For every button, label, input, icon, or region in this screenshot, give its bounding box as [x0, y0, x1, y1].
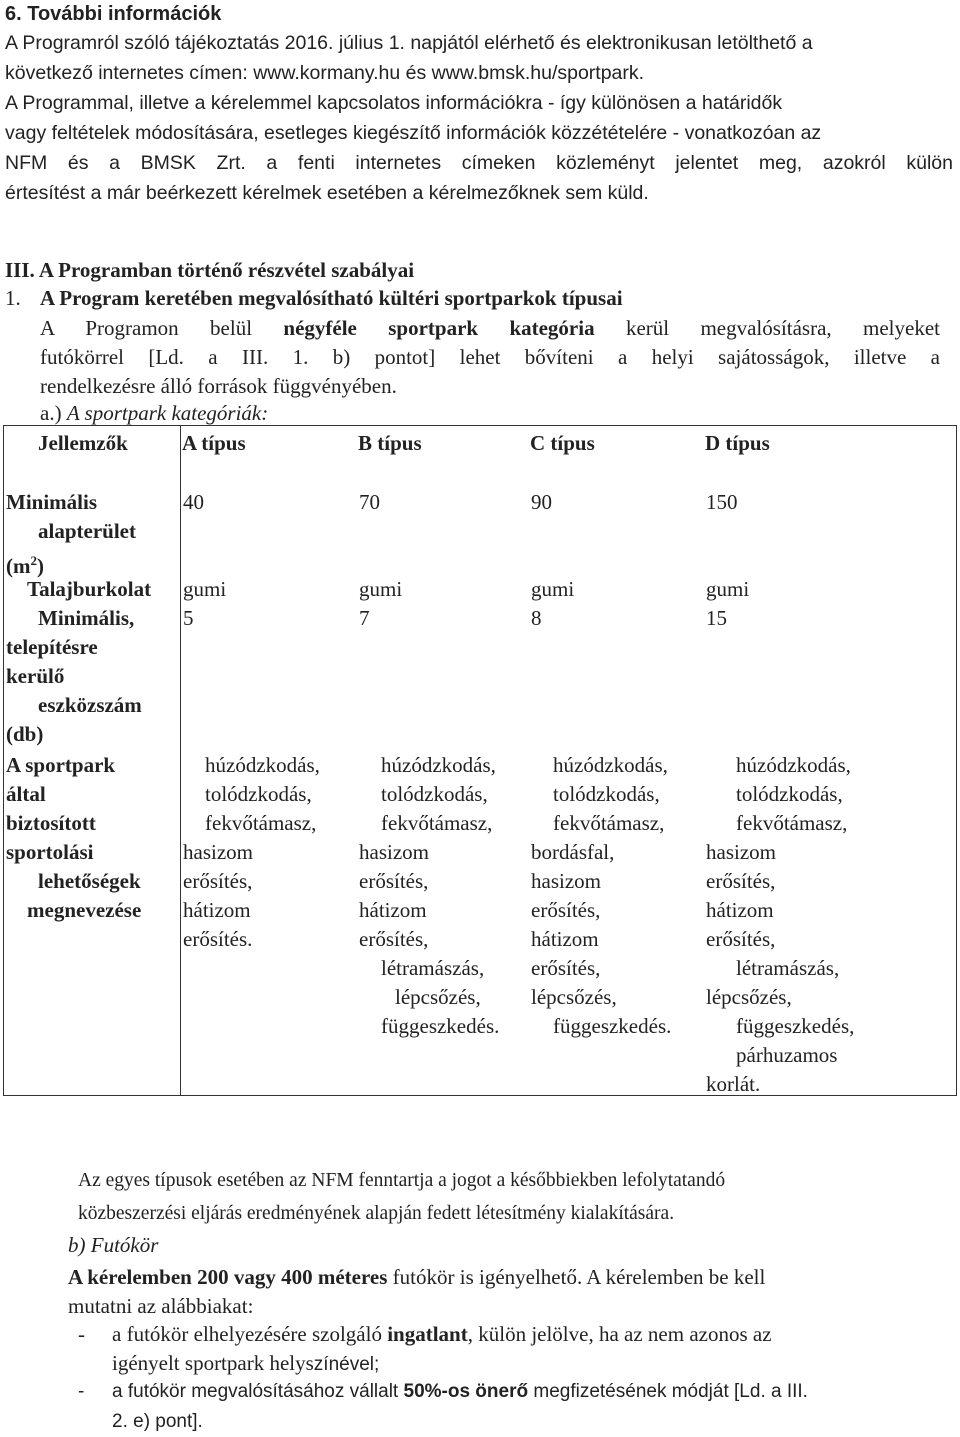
activity-line: tolódzkodás, — [553, 782, 660, 806]
bullet-text: megfizetésének módját [Ld. a III. — [528, 1381, 808, 1402]
activities-type-d — [706, 751, 854, 1099]
activity-line: erősítés, — [359, 927, 429, 951]
row-label-surface: Talajburkolat — [27, 577, 152, 601]
label-line: biztosított — [6, 811, 96, 835]
area-value-d: 150 — [706, 490, 738, 514]
table-header-type-c: C típus — [530, 431, 595, 455]
section-3-heading: III. A Programban történő részvétel szabályai — [5, 258, 415, 282]
activities-type-b — [359, 751, 499, 1041]
table-divider — [180, 425, 181, 1096]
row-label-activities — [6, 751, 141, 925]
paragraph-line: következő internetes címen: www.kormany.hu és www.bmsk.hu/sportpark. — [5, 62, 645, 84]
surface-value-d: gumi — [706, 577, 750, 601]
bullet-line — [112, 1377, 808, 1407]
subsection-b-heading: b) Futókör — [68, 1233, 159, 1257]
table-header-type-a: A típus — [182, 431, 246, 455]
activity-line: hasizom — [359, 840, 429, 864]
activity-line: erősítés, — [706, 927, 776, 951]
label-unit: (m — [6, 554, 31, 578]
area-value-b: 70 — [359, 490, 380, 514]
activity-line: erősítés, — [531, 956, 601, 980]
activity-line: létramászás, — [736, 956, 840, 980]
activity-line: fekvőtámasz, — [205, 811, 317, 835]
bullet-text: zínével; — [313, 1354, 380, 1375]
label-line: telepítésre — [6, 635, 98, 659]
label-line: eszközszám — [38, 693, 142, 717]
label-line: A sportpark — [6, 753, 116, 777]
activity-line: lépcsőzés, — [395, 985, 481, 1009]
request-line — [68, 1263, 765, 1292]
bullet-emphasis: 50%-os önerő — [403, 1381, 529, 1402]
activity-line: lépcsőzés, — [706, 985, 792, 1009]
item-title: A Program keretében megvalósítható kültéri sportparkok típusai — [40, 286, 623, 310]
section-6-heading: 6. További információk — [5, 3, 222, 25]
activity-line: létramászás, — [381, 956, 485, 980]
paragraph-line: értesítést a már beérkezett kérelmek esetében a kérelmezőknek sem küld. — [5, 182, 649, 204]
table-header-features: Jellemzők — [38, 431, 128, 455]
activity-line: bordásfal, — [531, 840, 615, 864]
activity-line: függeszkedés. — [553, 1014, 672, 1038]
bullet-line: 2. e) pont]. — [112, 1411, 203, 1432]
surface-value-c: gumi — [531, 577, 575, 601]
activity-line: lépcsőzés, — [531, 985, 617, 1009]
item-paragraph-line-3: rendelkezésre álló források függvényében. — [40, 374, 397, 398]
activity-line: függeszkedés. — [381, 1014, 500, 1038]
paragraph-line: vagy feltételek módosítására, esetleges kiegészítő információk közzétételére - vonatkozóan az — [5, 122, 822, 144]
table-header-type-d: D típus — [705, 431, 770, 455]
activity-line: húzódzkodás, — [553, 753, 668, 777]
activity-line: hasizom — [706, 840, 776, 864]
activity-line: erősítés, — [706, 869, 776, 893]
activity-line: erősítés, — [359, 869, 429, 893]
activities-type-c — [531, 751, 671, 1041]
paragraph-text: A Programon belül — [40, 316, 284, 340]
note-line: Az egyes típusok esetében az NFM fenntartja a jogot a későbbiekben lefolytatandó — [78, 1170, 726, 1191]
activity-line: fekvőtámasz, — [736, 811, 848, 835]
activities-type-a — [183, 751, 320, 954]
bullet-text: igényelt sportpark helys — [112, 1351, 314, 1375]
equipment-value-b: 7 — [359, 606, 370, 630]
row-label-equipment-count — [6, 604, 142, 749]
activity-line: hátizom — [531, 927, 599, 951]
activity-line: fekvőtámasz, — [381, 811, 493, 835]
paragraph-line: NFM és a BMSK Zrt. a fenti internetes címeken közleményt jelentet meg, azokról külön — [5, 152, 953, 174]
bullet-emphasis: ingatlant — [387, 1322, 468, 1346]
item-number: 1. — [5, 286, 21, 310]
label-line: alapterület — [38, 519, 136, 543]
bullet-text: a futókör elhelyezésére szolgáló — [112, 1322, 388, 1346]
activity-line: erősítés, — [183, 869, 253, 893]
row-label-minimum-area — [6, 488, 136, 581]
label-superscript: 2 — [30, 553, 37, 568]
activity-line: húzódzkodás, — [205, 753, 320, 777]
activity-line: tolódzkodás, — [381, 782, 488, 806]
item-paragraph-line-2: futókörrel [Ld. a III. 1. b) pontot] lehet bővíteni a helyi sajátosságok, illetve a — [40, 345, 940, 369]
activity-line: tolódzkodás, — [205, 782, 312, 806]
note-line: közbeszerzési eljárás eredményének alapján fedett létesítmény kialakítására. — [78, 1203, 675, 1224]
bullet-item-own-contribution — [112, 1377, 808, 1437]
activity-line: korlát. — [706, 1072, 761, 1096]
activity-line: tolódzkodás, — [736, 782, 843, 806]
request-emphasis: A kérelemben 200 vagy 400 méteres — [68, 1265, 388, 1289]
bullet-item-property — [112, 1320, 772, 1379]
request-paragraph — [68, 1263, 765, 1321]
paragraph-line: A Programról szóló tájékoztatás 2016. július 1. napjától elérhető és elektronikusan letölthető a — [5, 32, 813, 54]
activity-line: függeszkedés, — [736, 1014, 855, 1038]
label-unit-close: ) — [37, 554, 44, 578]
activity-line: hátizom — [706, 898, 774, 922]
bullet-line — [112, 1349, 772, 1379]
label-line: megnevezése — [27, 898, 142, 922]
surface-value-b: gumi — [359, 577, 403, 601]
subsection-title: A sportpark kategóriák: — [66, 401, 269, 425]
section-6-paragraph — [5, 28, 953, 208]
label-line: sportolási — [6, 840, 94, 864]
subsection-prefix: a.) — [40, 401, 67, 425]
activity-line: hasizom — [183, 840, 253, 864]
activity-line: párhuzamos — [736, 1043, 838, 1067]
label-line: lehetőségek — [38, 869, 141, 893]
label-line: (db) — [6, 722, 44, 746]
activity-line: erősítés. — [183, 927, 253, 951]
label-line: Minimális — [6, 490, 98, 514]
activity-line: húzódzkodás, — [736, 753, 851, 777]
bullet-dash: - — [78, 1381, 85, 1402]
paragraph-emphasis: négyféle sportpark kategória — [283, 316, 595, 340]
equipment-value-c: 8 — [531, 606, 542, 630]
equipment-value-d: 15 — [706, 606, 727, 630]
activity-line: erősítés, — [531, 898, 601, 922]
activity-line: hátizom — [359, 898, 427, 922]
area-value-c: 90 — [531, 490, 552, 514]
activity-line: húzódzkodás, — [381, 753, 496, 777]
activity-line: hasizom — [531, 869, 601, 893]
bullet-dash: - — [78, 1322, 85, 1346]
label-line: Minimális, — [38, 606, 135, 630]
bullet-text: , külön jelölve, ha az nem azonos az — [467, 1322, 772, 1346]
label-line: kerülő — [6, 664, 65, 688]
area-value-a: 40 — [183, 490, 204, 514]
equipment-value-a: 5 — [183, 606, 194, 630]
request-line: mutatni az alábbiakat: — [68, 1294, 254, 1318]
paragraph-line: A Programmal, illetve a kérelemmel kapcsolatos információkra - így különösen a határidők — [5, 92, 783, 114]
note-paragraph — [78, 1164, 725, 1230]
activity-line: hátizom — [183, 898, 251, 922]
subsection-a-title — [40, 400, 268, 426]
activity-line: fekvőtámasz, — [553, 811, 665, 835]
paragraph-text: kerül megvalósításra, melyeket — [594, 316, 940, 340]
request-text: futókör is igényelhető. A kérelemben be kell — [387, 1265, 766, 1289]
table-header-type-b: B típus — [358, 431, 422, 455]
surface-value-a: gumi — [183, 577, 227, 601]
bullet-line — [112, 1320, 772, 1349]
label-line: által — [6, 782, 46, 806]
bullet-text: a futókör megvalósításához vállalt — [112, 1381, 404, 1402]
item-paragraph-line-1 — [40, 314, 940, 343]
